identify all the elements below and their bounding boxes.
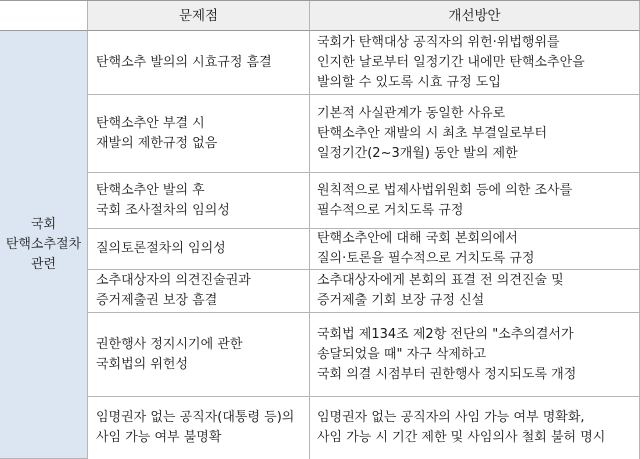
category-line: 탄핵소추절차 xyxy=(5,236,82,252)
improvement-line: 국회법 제134조 제2항 전단의 "소추의결서가 xyxy=(317,326,574,342)
problem-line: 임명권자 없는 공직자(대통령 등)의 xyxy=(96,410,295,425)
problem-cell xyxy=(88,270,310,313)
improvement-line: 질의·토론을 필수적으로 거치도록 규정 xyxy=(317,251,535,266)
improvement-cell xyxy=(310,173,640,229)
improvement-line: 원칙적으로 법제사법위원회 등에 의한 조사를 xyxy=(317,182,573,198)
category-cell xyxy=(0,31,88,459)
improvement-cell xyxy=(310,270,640,313)
problem-line: 사임 가능 여부 불명확 xyxy=(96,430,222,445)
improvement-cell xyxy=(310,313,640,397)
problem-line: 국회 조사절차의 임의성 xyxy=(96,202,230,218)
header-blank-cell xyxy=(0,1,88,31)
improvement-line: 기본적 사실관계가 동일한 사유로 xyxy=(317,105,506,121)
problem-line: 재발의 제한규정 없음 xyxy=(96,135,218,151)
improvement-line: 사임 가능 시 기간 제한 및 사임의사 철회 불허 명시 xyxy=(317,430,606,445)
problem-line: 소추대상자의 의견진술권과 xyxy=(96,273,251,288)
problem-cell xyxy=(88,397,310,459)
improvement-line: 임명권자 없는 공직자의 사임 가능 여부 명확화, xyxy=(317,410,585,425)
improvement-line: 발의할 수 있도록 시효 규정 도입 xyxy=(317,74,501,90)
category-line: 국회 xyxy=(30,216,57,232)
improvement-line: 인지한 날로부터 일정기간 내에만 탄핵소추안을 xyxy=(317,54,585,70)
improvement-cell xyxy=(310,31,640,95)
problem-line: 국회법의 위헌성 xyxy=(96,356,189,372)
problem-line: 권한행사 정지시기에 관한 xyxy=(96,336,243,352)
improvement-line: 탄핵소추안에 대해 국회 본회의에서 xyxy=(317,231,518,246)
improvement-line: 증거제출 기회 보장 규정 신설 xyxy=(317,293,485,308)
problem-cell xyxy=(88,31,310,95)
category-line: 관련 xyxy=(30,256,57,272)
improvement-line: 소추대상자에게 본회의 표결 전 의견진술 및 xyxy=(317,273,564,288)
problem-line: 탄핵소추안 부결 시 xyxy=(96,115,205,131)
improvement-cell xyxy=(310,95,640,173)
improvement-cell xyxy=(310,229,640,270)
improvement-line: 국회가 탄핵대상 공직자의 위헌·위법행위를 xyxy=(317,34,560,50)
problem-line: 질의토론절차의 임의성 xyxy=(96,241,226,256)
problem-cell xyxy=(88,229,310,270)
improvement-line: 송달되었을 때" 자구 삭제하고 xyxy=(317,346,487,362)
problem-line: 증거제출권 보장 흠결 xyxy=(96,293,218,308)
improvement-line: 탄핵소추안 재발의 시 최초 부결일로부터 xyxy=(317,125,548,141)
header-improvement: 개선방안 xyxy=(310,1,640,31)
problem-cell xyxy=(88,173,310,229)
problem-line: 탄핵소추 발의의 시효규정 흠결 xyxy=(96,54,272,70)
improvement-cell xyxy=(310,397,640,459)
improvement-line: 국회 의결 시점부터 권한행사 정지되도록 개정 xyxy=(317,366,577,382)
problem-cell xyxy=(88,313,310,397)
problem-cell xyxy=(88,95,310,173)
problem-line: 탄핵소추안 발의 후 xyxy=(96,182,205,198)
improvement-line: 필수적으로 거치도록 규정 xyxy=(317,202,464,218)
improvement-line: 일정기간(2~3개월) 동안 발의 제한 xyxy=(317,145,518,161)
header-problem: 문제점 xyxy=(88,1,310,31)
